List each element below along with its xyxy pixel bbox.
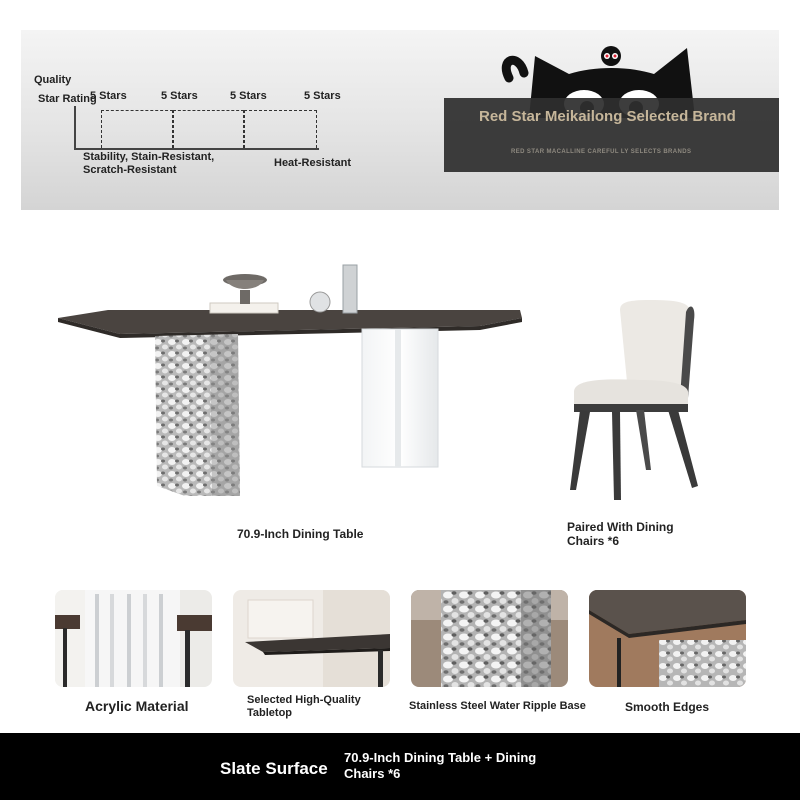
chair-backrest xyxy=(620,300,690,392)
rating-value: 5 Stars xyxy=(230,90,267,102)
chair-seat xyxy=(574,379,688,406)
book-stack xyxy=(210,303,278,313)
rating-axis xyxy=(74,106,76,150)
brand-panel xyxy=(444,98,779,172)
glass-vase xyxy=(343,265,357,313)
brand-title: Red Star Meikailong Selected Brand xyxy=(479,108,736,125)
footer-set-line: Chairs *6 xyxy=(344,766,401,781)
detail-label: Stainless Steel Water Ripple Base xyxy=(409,700,586,712)
product-scene xyxy=(0,230,800,570)
brand-banner xyxy=(21,30,779,210)
brand-subtitle: RED STAR MACALLINE CAREFUL LY SELECTS BRANDS xyxy=(511,149,692,155)
detail-label: Acrylic Material xyxy=(85,698,189,714)
chair-caption: Paired With Dining xyxy=(567,520,674,534)
rating-value: 5 Stars xyxy=(161,90,198,102)
detail-label: Selected High-Quality xyxy=(247,694,361,706)
detail-thumb-smooth-edges xyxy=(589,590,746,687)
rating-value: 5 Stars xyxy=(304,90,341,102)
feature-text: Scratch-Resistant xyxy=(83,164,177,176)
chair-caption: Chairs *6 xyxy=(567,534,620,548)
detail-label: Tabletop xyxy=(247,707,293,719)
feature-text: Heat-Resistant xyxy=(274,157,352,169)
footer-surface-title: Slate Surface xyxy=(220,759,328,778)
rating-bracket xyxy=(101,110,173,148)
rating-value: 5 Stars xyxy=(90,90,127,102)
dining-set-illustration xyxy=(0,230,800,570)
quality-label: Quality xyxy=(34,74,72,86)
footer-set-description xyxy=(344,750,574,782)
detail-thumb-acrylic xyxy=(55,590,212,687)
footer-set-line: 70.9-Inch Dining Table + Dining xyxy=(344,750,537,765)
rating-bracket xyxy=(244,110,317,148)
feature-text: Stability, Stain-Resistant, xyxy=(83,151,215,163)
rating-baseline xyxy=(74,148,319,150)
table-caption: 70.9-Inch Dining Table xyxy=(237,527,364,541)
detail-thumb-ripple-base xyxy=(411,590,568,687)
star-rating-label: Star Rating xyxy=(38,93,97,105)
footer-bar xyxy=(0,733,800,800)
detail-thumb-tabletop xyxy=(233,590,390,687)
rating-bracket xyxy=(173,110,244,148)
detail-label: Smooth Edges xyxy=(625,700,710,714)
